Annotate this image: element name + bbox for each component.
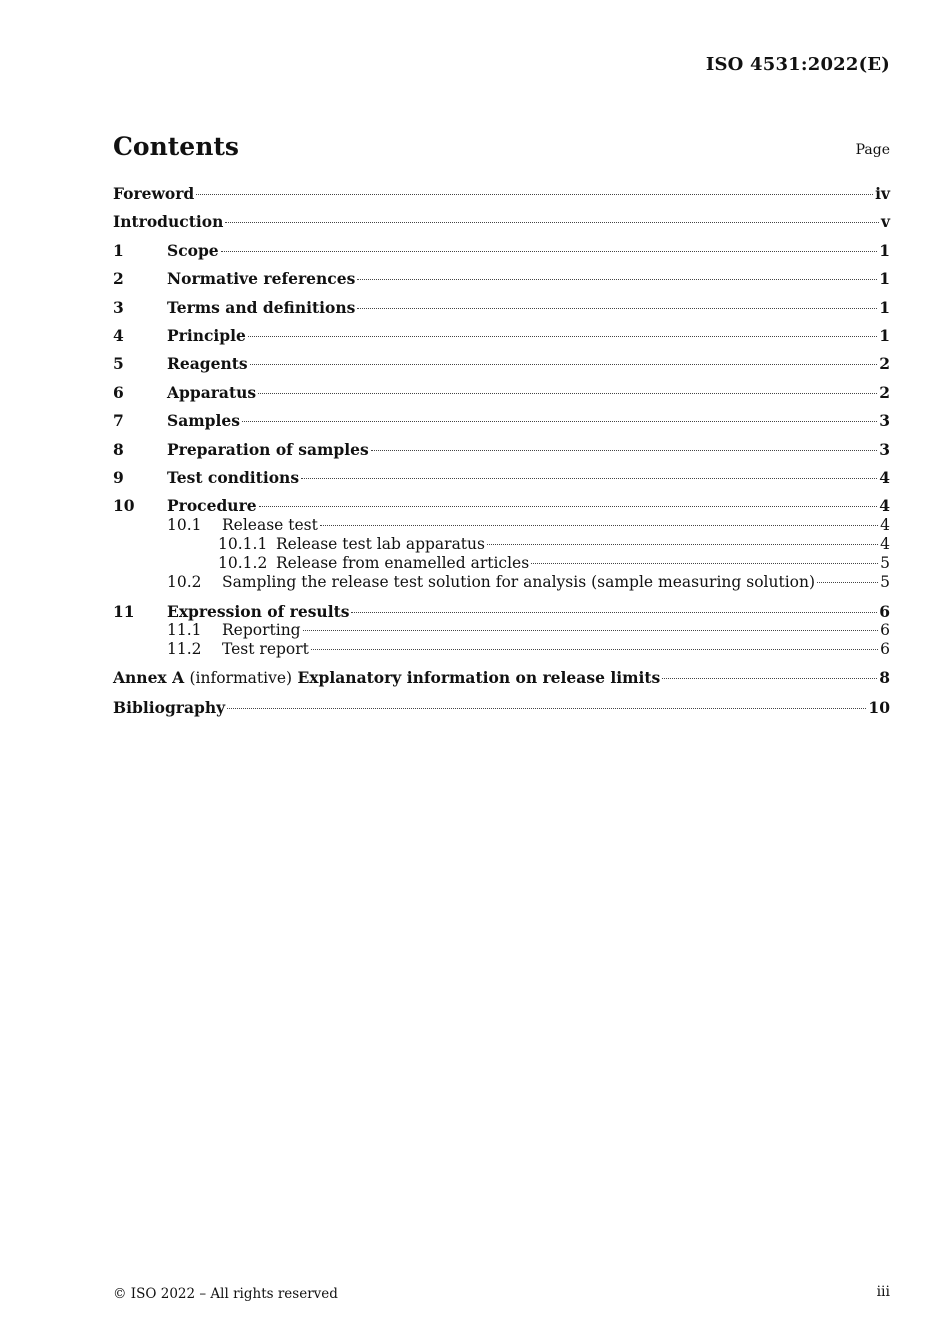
toc-title: Expression of results bbox=[167, 601, 350, 621]
toc-title bbox=[113, 668, 660, 688]
leader-dots bbox=[817, 582, 878, 583]
toc-page: iv bbox=[875, 184, 890, 203]
toc-entry-reagents[interactable] bbox=[113, 354, 890, 373]
toc-title: Preparation of samples bbox=[167, 439, 369, 459]
toc-page: 2 bbox=[879, 382, 890, 402]
page-title: Contents bbox=[113, 132, 240, 161]
table-of-contents bbox=[113, 184, 890, 717]
toc-page: 4 bbox=[880, 534, 890, 553]
toc-entry-expression-of-results[interactable] bbox=[113, 602, 890, 621]
toc-number: 10.2 bbox=[167, 573, 202, 592]
toc-page: 3 bbox=[879, 439, 890, 459]
toc-page: 6 bbox=[879, 601, 890, 621]
leader-dots bbox=[357, 279, 877, 280]
toc-page: 1 bbox=[879, 325, 890, 345]
toc-number: 10 bbox=[113, 496, 135, 516]
toc-page: 2 bbox=[879, 354, 890, 374]
leader-dots bbox=[662, 678, 877, 679]
toc-entry-sampling-release-test-solution[interactable] bbox=[113, 573, 890, 592]
toc-page: 5 bbox=[880, 553, 890, 572]
toc-page: 6 bbox=[880, 639, 890, 658]
toc-entry-release-test[interactable] bbox=[113, 516, 890, 535]
toc-page: 4 bbox=[880, 515, 890, 534]
toc-page: 4 bbox=[879, 496, 890, 516]
toc-number: 5 bbox=[113, 354, 124, 374]
annex-type: (informative) bbox=[189, 669, 293, 688]
toc-page: v bbox=[880, 212, 890, 232]
leader-dots bbox=[301, 478, 877, 479]
toc-number: 8 bbox=[113, 439, 124, 459]
toc-page: 6 bbox=[880, 620, 890, 639]
toc-number: 1 bbox=[113, 240, 124, 260]
footer-page-number: iii bbox=[876, 1284, 890, 1300]
toc-title: Test conditions bbox=[167, 467, 300, 487]
toc-entry-annex-a[interactable] bbox=[113, 668, 890, 688]
toc-entry-reporting[interactable] bbox=[113, 621, 890, 640]
page-column-label: Page bbox=[855, 142, 890, 158]
toc-entry-foreword[interactable] bbox=[113, 184, 890, 203]
toc-page: 1 bbox=[879, 240, 890, 260]
toc-number: 11.2 bbox=[167, 639, 202, 658]
toc-title: Apparatus bbox=[167, 382, 257, 402]
toc-entry-release-test-lab-apparatus[interactable] bbox=[113, 535, 890, 554]
toc-page: 10 bbox=[868, 697, 890, 717]
leader-dots bbox=[259, 506, 878, 507]
annex-title: Explanatory information on release limits bbox=[297, 668, 661, 688]
leader-dots bbox=[487, 544, 878, 545]
toc-title: Samples bbox=[167, 411, 240, 431]
toc-number: 10.1.1 bbox=[218, 534, 268, 553]
toc-page: 5 bbox=[880, 573, 890, 592]
leader-dots bbox=[320, 525, 878, 526]
leader-dots bbox=[242, 421, 877, 422]
toc-number: 3 bbox=[113, 297, 124, 317]
toc-number: 11.1 bbox=[167, 620, 202, 639]
leader-dots bbox=[258, 393, 877, 394]
toc-number: 2 bbox=[113, 269, 124, 289]
toc-title: Foreword bbox=[113, 184, 195, 203]
leader-dots bbox=[303, 630, 879, 631]
toc-entry-test-report[interactable] bbox=[113, 640, 890, 659]
toc-page: 3 bbox=[879, 411, 890, 431]
toc-title: Reagents bbox=[167, 354, 248, 374]
toc-entry-scope[interactable] bbox=[113, 241, 890, 260]
toc-page: 1 bbox=[879, 269, 890, 289]
toc-page: 1 bbox=[879, 297, 890, 317]
toc-title: Normative references bbox=[167, 269, 356, 289]
toc-title: Bibliography bbox=[113, 697, 226, 717]
toc-title: Scope bbox=[167, 240, 219, 260]
annex-label: Annex A bbox=[113, 668, 185, 688]
toc-entry-introduction[interactable] bbox=[113, 212, 890, 231]
doc-id: ISO 4531:2022(E) bbox=[705, 54, 890, 75]
toc-number: 4 bbox=[113, 325, 124, 345]
toc-entry-release-from-enamelled-articles[interactable] bbox=[113, 554, 890, 573]
toc-title: Principle bbox=[167, 325, 246, 345]
toc-entry-test-conditions[interactable] bbox=[113, 468, 890, 487]
toc-title: Terms and definitions bbox=[167, 297, 356, 317]
toc-number: 10.1 bbox=[167, 515, 202, 534]
toc-title: Release from enamelled articles bbox=[276, 553, 530, 572]
toc-entry-procedure[interactable] bbox=[113, 496, 890, 515]
leader-dots bbox=[248, 336, 877, 337]
toc-page: 8 bbox=[879, 668, 890, 688]
toc-entry-bibliography[interactable] bbox=[113, 698, 890, 717]
toc-number: 11 bbox=[113, 601, 135, 621]
toc-title: Introduction bbox=[113, 212, 224, 232]
toc-entry-normative-references[interactable] bbox=[113, 269, 890, 288]
toc-title: Reporting bbox=[222, 620, 301, 639]
toc-entry-terms-definitions[interactable] bbox=[113, 298, 890, 317]
leader-dots bbox=[196, 194, 873, 195]
leader-dots bbox=[221, 251, 878, 252]
leader-dots bbox=[311, 649, 878, 650]
leader-dots bbox=[357, 308, 877, 309]
toc-entry-preparation-of-samples[interactable] bbox=[113, 440, 890, 459]
toc-title: Test report bbox=[222, 639, 309, 658]
toc-entry-samples[interactable] bbox=[113, 411, 890, 430]
toc-number: 9 bbox=[113, 467, 124, 487]
toc-title: Sampling the release test solution for analysis (sample measuring solution) bbox=[222, 573, 816, 592]
toc-title: Procedure bbox=[167, 496, 257, 516]
footer-copyright: © ISO 2022 – All rights reserved bbox=[113, 1286, 338, 1302]
leader-dots bbox=[531, 563, 878, 564]
toc-title: Release test lab apparatus bbox=[276, 534, 485, 553]
leader-dots bbox=[225, 222, 879, 223]
toc-entry-apparatus[interactable] bbox=[113, 383, 890, 402]
toc-page: 4 bbox=[879, 467, 890, 487]
toc-title: Release test bbox=[222, 515, 318, 534]
toc-entry-principle[interactable] bbox=[113, 326, 890, 345]
leader-dots bbox=[371, 450, 877, 451]
toc-number: 7 bbox=[113, 411, 124, 431]
leader-dots bbox=[227, 708, 866, 709]
toc-number: 6 bbox=[113, 382, 124, 402]
leader-dots bbox=[250, 364, 878, 365]
toc-number: 10.1.2 bbox=[218, 553, 268, 572]
leader-dots bbox=[351, 612, 877, 613]
